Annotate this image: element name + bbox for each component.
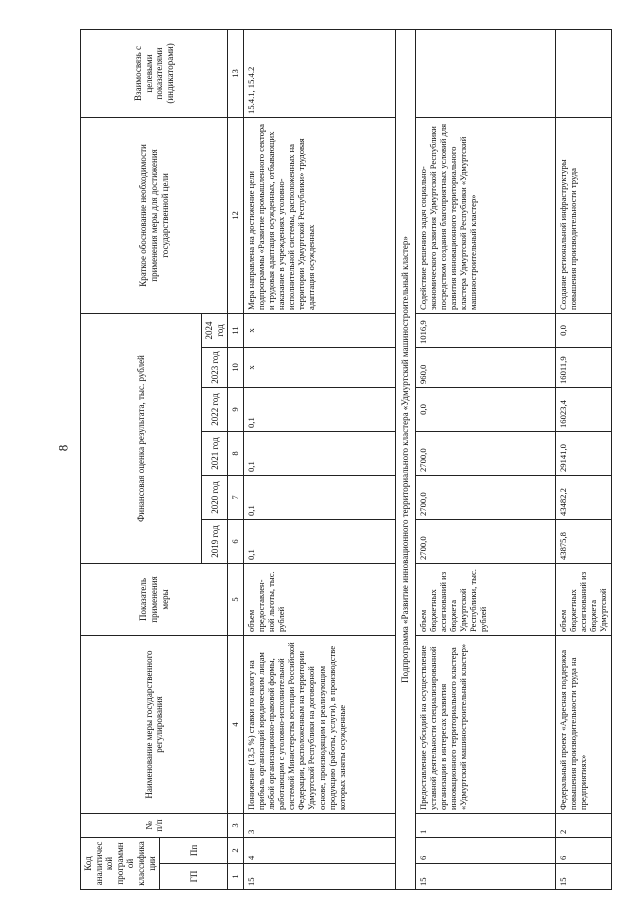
cell-pp: 4	[243, 838, 395, 864]
header-justification: Краткое обоснование необходимости применения меры для достижения государственной цели	[81, 117, 228, 313]
column-number: 8	[228, 432, 243, 476]
header-year-2022: 2022 год	[202, 388, 228, 432]
cell-value-2022: 0,0	[415, 388, 555, 432]
measures-table	[80, 29, 612, 890]
cell-value-2024: x	[243, 313, 395, 347]
header-finance: Финансовая оценка результата, тыс. рублей	[81, 313, 202, 563]
rotated-table-page	[80, 30, 620, 890]
cell-value-2022: 16023,4	[555, 388, 611, 432]
header-gp: ГП	[160, 864, 228, 890]
cell-indicator: объем предоставлен-ной льготы, тыс. рублей	[243, 564, 395, 636]
cell-value-2019: 0,1	[243, 520, 395, 564]
page-number: 8	[55, 444, 71, 452]
cell-link	[555, 29, 611, 117]
cell-value-2019: 43875,8	[555, 520, 611, 564]
cell-gp: 15	[243, 864, 395, 890]
cell-value-2021: 0,1	[243, 432, 395, 476]
header-num: № п/п	[81, 814, 228, 838]
header-year-2021: 2021 год	[202, 432, 228, 476]
column-number: 13	[228, 29, 243, 117]
cell-value-2020: 2700,0	[415, 476, 555, 520]
table-row	[415, 29, 555, 889]
column-number: 6	[228, 520, 243, 564]
header-code-group: Код аналитической программной классификации	[81, 838, 160, 890]
header-year-2023: 2023 год	[202, 348, 228, 388]
cell-gp: 15	[555, 864, 611, 890]
cell-num: 1	[415, 814, 555, 838]
cell-value-2024: 0,0	[555, 313, 611, 347]
header-measure-name: Наименование меры государственного регулирования	[81, 636, 228, 814]
cell-value-2024: 1016,9	[415, 313, 555, 347]
header-year-2019: 2019 год	[202, 520, 228, 564]
cell-gp: 15	[415, 864, 555, 890]
cell-link: 15.4.1, 15.4.2	[243, 29, 395, 117]
cell-value-2023: 16011,9	[555, 348, 611, 388]
cell-value-2020: 0,1	[243, 476, 395, 520]
cell-justification: Мера направлена на достижение цели подпрограммы «Развитие промышленного сектора и трудовая адаптация осужденных, отбывающих наказание в учреждениях уголовно-исполнительной системы, расположенных на территории Удмуртской Республики» трудовая адаптация осужденных	[243, 117, 395, 313]
column-number: 7	[228, 476, 243, 520]
table-row	[243, 29, 395, 889]
cell-value-2023: 960,0	[415, 348, 555, 388]
cell-measure-name: Понижение (13,5 %) ставки по налогу на прибыль организаций юридическим лицам любой организационно-правовой формы, работающим с уголовно-исполнительной системой Министерства юстиции Российской Федерации, расположенным на территории Удмуртской Республики на договорной основе, производящим и реализующим продукцию (работы, услуги), в производстве которых заняты осужденные	[243, 636, 395, 814]
column-number: 2	[228, 838, 243, 864]
column-number: 3	[228, 814, 243, 838]
cell-value-2020: 43482,2	[555, 476, 611, 520]
cell-measure-name: Федеральный проект «Адресная поддержка повышения производительности труда на предприятиях»	[555, 636, 611, 814]
table-row	[555, 29, 611, 889]
cell-value-2021: 29141,0	[555, 432, 611, 476]
cell-indicator: объем бюджетных ассигнований из бюджета Удмуртской Республики, тыс. рублей	[415, 564, 555, 636]
header-indicator: Показатель применения меры	[81, 564, 228, 636]
cell-link	[415, 29, 555, 117]
cell-indicator: объем бюджетных ассигнований из бюджета Удмуртской	[555, 564, 611, 636]
header-year-2024: 2024 год	[202, 313, 228, 347]
column-number: 10	[228, 348, 243, 388]
subprogram-title: Подпрограмма «Развитие инновационного территориального кластера «Удмуртский машиностроительный кластер»	[395, 29, 415, 889]
cell-justification: Создание региональной инфраструктуры повышения производительности труда	[555, 117, 611, 313]
header-link: Взаимосвязь с целевыми показателями (индикаторами)	[81, 29, 228, 117]
cell-pp: 6	[555, 838, 611, 864]
cell-value-2021: 2700,0	[415, 432, 555, 476]
column-number: 9	[228, 388, 243, 432]
column-number: 1	[228, 864, 243, 890]
column-number: 11	[228, 313, 243, 347]
column-number: 4	[228, 636, 243, 814]
cell-value-2019: 2700,0	[415, 520, 555, 564]
cell-pp: 6	[415, 838, 555, 864]
cell-value-2023: x	[243, 348, 395, 388]
cell-measure-name: Предоставление субсидий на осуществление уставной деятельности специализированной организации в интересах развития инновационного территориального кластера «Удмуртский машиностроительный кластер»	[415, 636, 555, 814]
column-number: 12	[228, 117, 243, 313]
header-pp: Пп	[160, 838, 228, 864]
header-year-2020: 2020 год	[202, 476, 228, 520]
cell-num: 3	[243, 814, 395, 838]
cell-justification: Содействие решению задач социально-экономического развития Удмуртской Республики посредством создания благоприятных условий для развития инновационного территориального кластера Удмуртской Республики «Удмуртский машиностроительный кластер»	[415, 117, 555, 313]
column-number: 5	[228, 564, 243, 636]
cell-num: 2	[555, 814, 611, 838]
cell-value-2022: 0,1	[243, 388, 395, 432]
